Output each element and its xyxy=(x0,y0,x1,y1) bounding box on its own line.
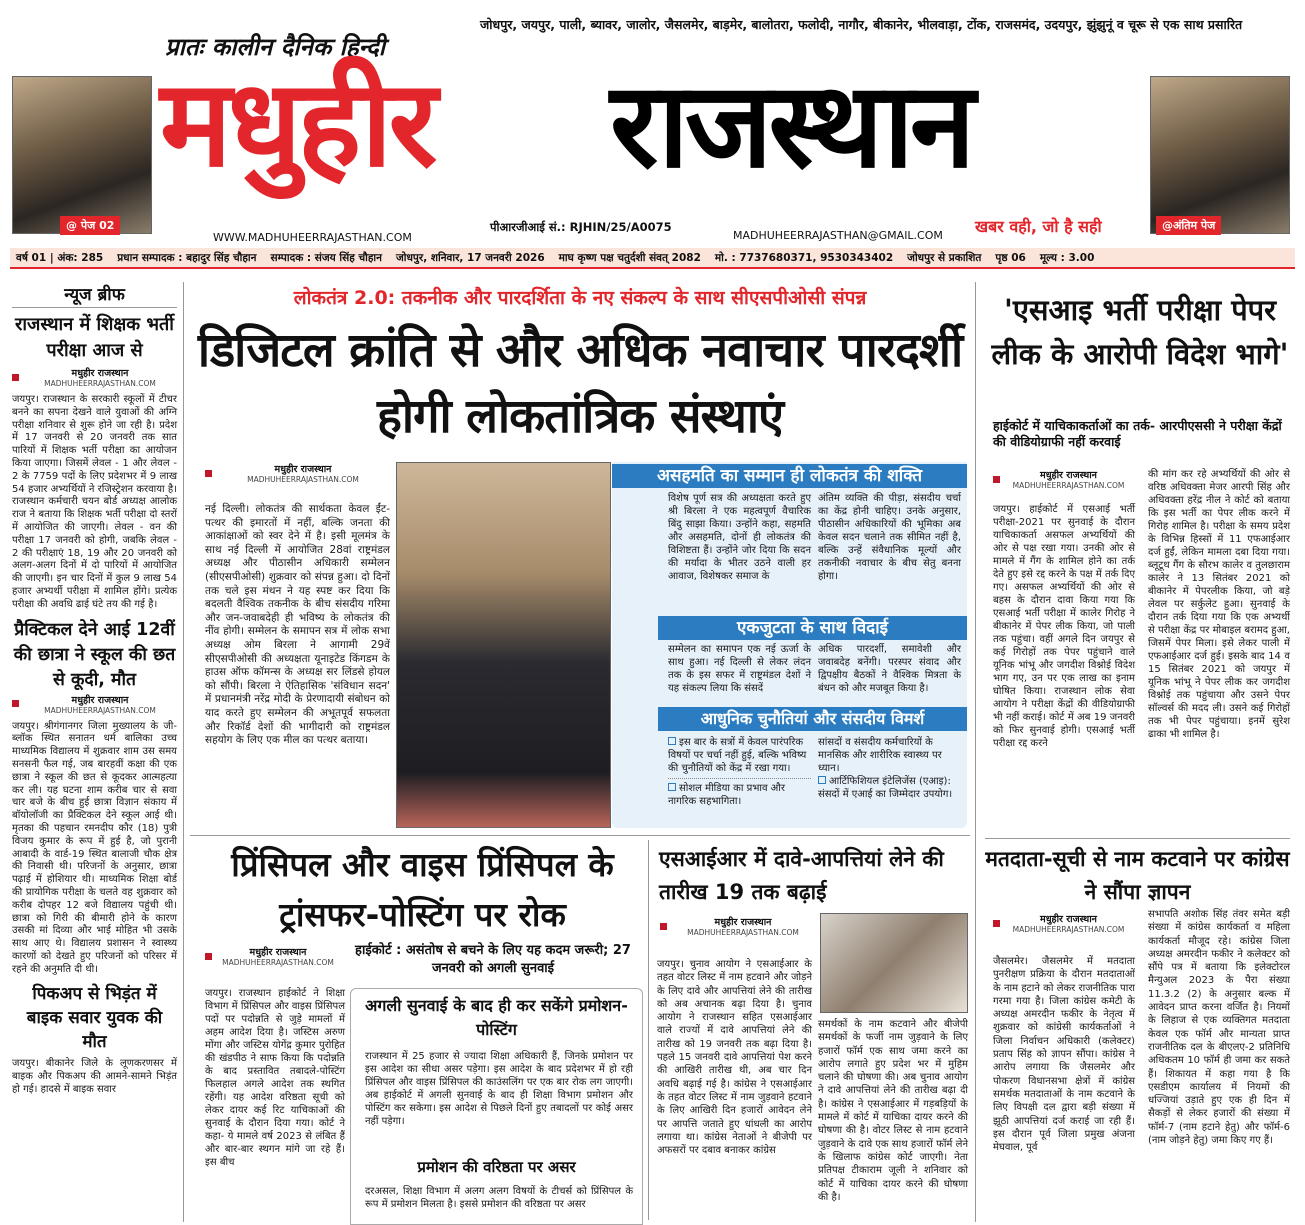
bullet-icon xyxy=(12,700,19,707)
masthead-tagline: प्रातः कालीन दैनिक हिन्दी xyxy=(165,32,385,61)
news-brief-label: न्यूज ब्रीफ xyxy=(12,282,177,308)
voter-list-col-2: सभापति अशोक सिंह तंवर समेत बड़ी संख्या में कांग्रेस कार्यकर्ता व महिला कार्यकर्ता मौजूद रहे। कांग्रेस जिला अध्यक्ष अमरदीन फकीर ने कलेक्टर को सौंपे पत्र में बताया कि इलेक्टोरल मैन्युअल 2023 के पैरा संख्या 11.3.2 (2) के अनुसार बल्क में आवेदन प्राप्त करना वर्जित है। नियमों के लिहाज से एक व्यक्तिगत मतदाता केवल एक फॉर्म और मान्यता प्राप्त राजनीतिक दल के बीएलए-2 प्रतिनिधि अधिकतम 10 फॉर्म ही जमा कर सकते हैं। शिकायत में कहा गया है कि एसडीएम कार्यालय में नियमों की धज्जियां उड़ाते हुए एक ही दिन में सैकड़ों से लेकर हजारों की संख्या में फॉर्म-7 (नाम हटाने हेतु) और फॉर्म-6 (नाम जोड़ने हेतु) जमा किए गए हैं। xyxy=(1148,909,1290,1147)
issue-date: जोधपुर, शनिवार, 17 जनवरी 2026 xyxy=(395,251,545,264)
byline-site: MADHUHEERRAJASTHAN.COM xyxy=(1012,925,1125,934)
principal-subhead: हाईकोर्ट : असंतोष से बचने के लिए यह कदम जरूरी; 27 जनवरी को अगली सुनवाई xyxy=(355,943,631,976)
byline: मधुहीर राजस्थान xyxy=(249,947,307,958)
byline-site: MADHUHEERRAJASTHAN.COM xyxy=(44,705,156,715)
slogan: खबर वही, जो है सही xyxy=(975,217,1102,236)
byline-site: MADHUHEERRAJASTHAN.COM xyxy=(222,958,334,967)
prgi-number: पीआरजीआई सं.: RJHIN/25/A0075 xyxy=(490,220,672,234)
bullet-icon xyxy=(660,923,667,930)
checkbox-icon xyxy=(668,783,676,791)
sir-headline: एसआईआर में दावे-आपत्तियां लेने की तारीख 19 तक बढ़ाई xyxy=(659,847,944,904)
box-2-title: एकजुटता के साथ विदाई xyxy=(658,616,967,640)
website-link[interactable]: WWW.MADHUHEERRAJASTHAN.COM xyxy=(213,231,412,244)
byline: मधुहीर राजस्थान xyxy=(274,464,332,475)
samvat: माघ कृष्ण पक्ष चतुर्दशी संवत् 2082 xyxy=(558,251,701,264)
brief-1-headline: राजस्थान में शिक्षक भर्ती परीक्षा आज से xyxy=(15,314,174,361)
brief-3-headline: पिकअप से भिड़ंत में बाइक सवार युवक की मौत xyxy=(26,984,163,1053)
voter-list-col-1: जैसलमेर। जैसलमेर में मतदाता पुनरीक्षण प्रक्रिया के दौरान मतदाताओं के नाम हटाने को लेकर राजनीतिक पारा गरमा गया है। जिला कांग्रेस कमेटी के अध्यक्ष अमरदीन फकीर के नेतृत्व में शुक्रवार को कांग्रेसी कार्यकर्ताओं ने जिला निर्वाचन अधिकारी (कलेक्टर) प्रताप सिंह को ज्ञापन सौंपा। कांग्रेस ने आरोप लगाया कि जैसलमेर और पोकरण विधानसभा क्षेत्रों में कांग्रेस समर्थक मतदाताओं के नाम कटवाने के लिए विपक्षी दल द्वारा बड़ी संख्या में झूठी आपत्तियां दर्ज कराई जा रही हैं। इस दौरान पूर्व जिला प्रमुख अंजना मेघवाल, पूर्व xyxy=(993,956,1135,1154)
byline: मधुहीर राजस्थान xyxy=(71,368,129,379)
page-number: पृष्ठ 06 xyxy=(995,251,1026,264)
byline-site: MADHUHEERRAJASTHAN.COM xyxy=(687,928,799,937)
principal-headline: प्रिंसिपल और वाइस प्रिंसिपल के ट्रांसफर-पोस्टिंग पर रोक xyxy=(231,845,614,934)
published-from: जोधपुर से प्रकाशित xyxy=(907,251,982,264)
brief-2-body: जयपुर। श्रीगंगानगर जिला मुख्यालय के जी-ब्लॉक स्थित सनातन धर्म बालिका उच्च माध्यमिक विद्यालय में शुक्रवार शाम उस समय सनसनी फैल गई, जब बारहवीं कक्षा की एक छात्रा ने स्कूल की छत से कूदकर आत्महत्या कर ली। यह घटना शाम करीब चार से सवा चार बजे के बीच हुई छात्रा विज्ञान संकाय में बॉयोलॉजी का प्रैक्टिकल देने स्कूल आई थी। मृतका की पहचान रमनदीप कौर (18) पुत्री विजय कुमार के रूप में हुई है, जो पुरानी आबादी के वार्ड-19 स्थित बालाजी चौक क्षेत्र की निवासी थी। परिजनों के अनुसार, छात्रा पढ़ाई में होशियार थी। माध्यमिक शिक्षा बोर्ड की प्रायोगिक परीक्षा के चलते वह शुक्रवार को करीब दोपहर 12 बजे विद्यालय पहुंची थी। छात्रा को गिरी की बीमारी होने के कारण उसकी मां दिव्या और भाई मोहित भी उसके साथ आए थे। विद्यालय प्रशासन ने स्वास्थ्य कारणों को देखते हुए परिजनों को परिसर में रहने की अनुमति दी थी। xyxy=(12,720,177,975)
principal-box-subtitle: प्रमोशन की वरिष्ठता पर असर xyxy=(417,1158,576,1176)
byline: मधुहीर राजस्थान xyxy=(1040,470,1097,481)
brief-3-body: जयपुर। बीकानेर जिले के लूणकरणसर में बाइक और पिकअप की आमने-सामने भिड़ंत हो गई। हादसे में बाइक सवार xyxy=(12,1058,177,1096)
bullet-icon xyxy=(205,953,212,960)
bullet-icon xyxy=(993,920,1000,927)
box-1-title: असहमति का सम्मान ही लोकतंत्र की शक्ति xyxy=(612,464,967,488)
left-promo-photo[interactable] xyxy=(12,76,152,234)
lead-photo-om-birla[interactable] xyxy=(396,462,611,828)
box-2-col-1: सम्मेलन का समापन एक नई ऊर्जा के साथ हुआ। नई दिल्ली से लेकर लंदन तक के इस सफर में राष्ट्रमंडल देशों ने यह संकल्प लिया कि संसदें xyxy=(668,644,811,694)
voter-list-headline: मतदाता-सूची से नाम कटवाने पर कांग्रेस ने सौंपा ज्ञापन xyxy=(985,847,1290,904)
masthead-name-red: मधुहीर xyxy=(160,55,434,194)
right-promo-photo[interactable] xyxy=(1150,76,1290,234)
checkbox-icon xyxy=(668,737,676,745)
bullet-icon xyxy=(993,476,1000,483)
checkbox-icon xyxy=(818,776,826,784)
lead-headline: डिजिटल क्रांति से और अधिक नवाचार पारदर्शी होगी लोकतांत्रिक संस्थाएं xyxy=(197,323,963,444)
si-exam-col-1: जयपुर। हाईकोर्ट में एसआई भर्ती परीक्षा-2021 पर सुनवाई के दौरान याचिकाकर्ता असफल अभ्यर्थियों की ओर से पक्ष रखा गया। उनकी ओर से मामले में गैंग के शामिल होने का तर्क देते हुए इसे रद्द करने के पक्ष में तर्क दिए गए। असफल अभ्यर्थियों की ओर से बहस के दौरान दावा किया गया कि एसआई भर्ती परीक्षा में कालेर गिरोह ने बीकानेर में पेपर लीक किया, जो पाली तक पहुंचा। वहीं अगले दिन जयपुर से कई गिरोहों तक पेपर पहुंचाने वाले यूनिक भांभू और जगदीश विश्नोई विदेश भाग गए, उन पर एक लाख का इनाम घोषित किया। राजस्थान लोक सेवा आयोग ने परीक्षा केंद्रों की वीडियोग्राफी भी नहीं कराई। कोर्ट में अब 19 जनवरी को फिर सुनवाई होगी। एसआई भर्ती परीक्षा रद्द करने xyxy=(993,504,1135,749)
bullet-icon xyxy=(205,470,212,477)
issue-number: वर्ष 01 | अंक: 285 xyxy=(16,251,104,264)
box-3-item: इस बार के सत्रों में केवल पारंपरिक विषयों पर चर्चा नहीं हुई, बल्कि भविष्य की चुनौतियों को केंद्र में रखा गया। xyxy=(668,737,807,774)
chief-editor: प्रधान सम्पादक : बहादुर सिंह चौहान xyxy=(117,251,257,264)
byline-site: MADHUHEERRAJASTHAN.COM xyxy=(247,475,359,484)
si-exam-subhead: हाईकोर्ट में याचिकाकर्ताओं का तर्क- आरपीएससी ने परीक्षा केंद्रों की वीडियोग्राफी नहीं करवाई xyxy=(993,418,1282,449)
left-column xyxy=(12,282,177,1097)
si-exam-headline: 'एसआइ भर्ती परीक्षा पेपर लीक के आरोपी विदेश भागे' xyxy=(991,293,1289,371)
brief-1-body: जयपुर। राजस्थान के सरकारी स्कूलों में टीचर बनने का सपना देखने वाले युवाओं की अग्नि परीक्षा शनिवार से शुरू होने जा रही है। प्रदेश में 17 जनवरी से 20 जनवरी तक सात पारियों में शिक्षक भर्ती परीक्षा का आयोजन किया जाएगा। जिसमें लेवल - 1 और लेवल - 2 के 7759 पदों के लिए प्रदेशभर में 9 लाख 54 हजार अभ्यर्थियों ने रजिस्ट्रेशन करवाया है। राजस्थान कर्मचारी चयन बोर्ड अध्यक्ष आलोक राज ने बताया कि शिक्षक भर्ती परीक्षा दो स्तरों में आयोजित की जाएगी। लेवल - वन की परीक्षा 17 जनवरी को होगी, जबकि लेवल - 2 की परीक्षाएं 18, 19 और 20 जनवरी को अलग-अलग दिनों में दो पारियों में आयोजित की जाएगी। इन चार दिनों में कुल 9 लाख 54 हजार अभ्यर्थी परीक्षा में शामिल होंगे। प्रत्येक परीक्षा की अवधि ढाई घंटे तय की गई है। xyxy=(12,394,177,610)
info-bar xyxy=(10,248,1295,269)
phone: मो. : 7737680371, 9530343402 xyxy=(714,251,894,264)
box-2-col-2: अधिक पारदर्शी, समावेशी और जवाबदेह बनेंगी। परस्पर संवाद और द्विपक्षीय बैठकों ने वैश्विक मित्रता के बंधन को और मजबूत किया है। xyxy=(818,644,961,694)
price: मूल्य : 3.00 xyxy=(1039,251,1095,264)
byline-site: MADHUHEERRAJASTHAN.COM xyxy=(1012,481,1125,490)
box-1-col-1: विशेष पूर्ण सत्र की अध्यक्षता करते हुए श्री बिरला ने एक महत्वपूर्ण वैचारिक बिंदु साझा किया। उन्होंने कहा, सहमति और असहमति, दोनों ही लोकतंत्र की विशिष्टता हैं। उन्होंने जोर दिया कि सदन की मर्यादा के भीतर उठने वाली हर आवाज, विशेषकर समाज के xyxy=(668,493,811,582)
sir-body-2: समर्थकों के नाम कटवाने और बीजेपी समर्थकों के फर्जी नाम जुड़वाने के लिए हजारों फॉर्म एक साथ जमा करने का आरोप लगाते हुए प्रदेश भर में मुहिम चलाने की घोषणा की। अब चुनाव आयोग ने दावे आपत्तियां लेने की तारीख बढ़ा दी है। कांग्रेस ने एसआईआर में गड़बड़ियों के मामले में कोर्ट में याचिका दायर करने की घोषणा की है। वोटर लिस्ट से नाम हटवाने जुड़वाने के दावे एक साथ हजारों फॉर्म लेने के खिलाफ कांग्रेस कोर्ट जाएगी। नेता प्रतिपक्ष टीकाराम जूली ने शनिवार को कोर्ट में याचिका दायर करने की घोषणा की है। xyxy=(818,1019,968,1203)
si-exam-col-2: की मांग कर रहे अभ्यर्थियों की ओर से वरिष्ठ अधिवक्ता मेजर आरपी सिंह और अधिवक्ता हरेंद्र नील ने कोर्ट को बताया कि इस भर्ती का पेपर लीक करने में गिरोह शामिल है। परीक्षा के समय प्रदेश के विभिन्न हिस्सों में 11 एफआईआर दर्ज हुईं, लेकिन मामला दबा दिया गया। ब्लूटूथ गैंग के सौरभ कालेर व तुलछाराम कालेर ने 13 सितंबर 2021 को बीकानेर में पेपरलीक किया, जो बड़े लेवल पर सर्कुलेट हुआ। सुनवाई के दौरान तर्क दिया गया कि एक अभ्यर्थी से परीक्षा केंद्र पर मोबाइल बरामद हुआ, जिसमें पेपर मिला। इसे लेकर पाली में एफआईआर दर्ज हुई। इसके बाद 14 व 15 सितंबर 2021 को जयपुर में यूनिक भांभू ने पेपर लीक कर जगदीश विश्नोई तक पहुंचाया और उसने पेपर सॉल्वर्स की मदद ली। उसने कई गिरोहों तक भी पेपर पहुंचाया। इनमें सुरेश ढाका भी शामिल है। xyxy=(1148,469,1290,740)
byline: मधुहीर राजस्थान xyxy=(1040,914,1097,925)
lead-kicker: लोकतंत्र 2.0: तकनीक और पारदर्शिता के नए संकल्प के साथ सीएसपीओसी संपन्न xyxy=(293,287,867,309)
byline-site: MADHUHEERRAJASTHAN.COM xyxy=(44,379,156,388)
box-1-col-2: अंतिम व्यक्ति की पीड़ा, संसदीय चर्चा का केंद्र होनी चाहिए। उनके अनुसार, पीठासीन अधिकारियों की भूमिका अब केवल सदन चलाने तक सीमित नहीं है, बल्कि उन्हें संवैधानिक मूल्यों और तकनीकी नवाचार के बीच सेतु बनना होगा। xyxy=(818,493,961,582)
masthead-name-black: राजस्थान xyxy=(610,56,972,194)
box-3-title: आधुनिक चुनौतियां और संसदीय विमर्श xyxy=(658,707,967,731)
box-3-item: आर्टिफिशियल इंटेलिजेंस (एआइ): संसदों में एआई का जिम्मेदार उपयोग। xyxy=(818,776,953,800)
sir-photo[interactable] xyxy=(820,913,968,1013)
byline: मधुहीर राजस्थान xyxy=(71,694,129,706)
principal-body: जयपुर। राजस्थान हाईकोर्ट ने शिक्षा विभाग में प्रिंसिपल और वाइस प्रिंसिपल पदों पर पदोन्नति से जुड़े मामलों में अहम आदेश दिया है। जस्टिस अरुण मोंगा और जस्टिस योगेंद्र कुमार पुरोहित की खंडपीठ ने साफ किया कि पदोन्नति के बाद प्रस्तावित तबादले-पोस्टिंग फिलहाल अगले आदेश तक स्थगित रहेंगी। यह आदेश वरिष्ठता सूची को लेकर दायर कई रिट याचिकाओं की सुनवाई के दौरान दिया गया। कोर्ट ने कहा- ये मामले वर्ष 2023 से लंबित हैं और बार-बार स्थगन मांगे जा रहे हैं। इस बीच xyxy=(205,988,345,1168)
byline: मधुहीर राजस्थान xyxy=(714,917,772,928)
principal-box-body-2: दरअसल, शिक्षा विभाग में अलग अलग विषयों के टीचर्स को प्रिंसिपल के रूप में प्रमोशन मिलता है। इससे प्रमोशन की वरिष्ठता पर असर xyxy=(365,1186,633,1210)
editor: सम्पादक : संजय सिंह चौहान xyxy=(270,251,382,264)
principal-box-body: राजस्थान में 25 हजार से ज्यादा शिक्षा अधिकारी हैं, जिनके प्रमोशन पर इस आदेश का सीधा असर पड़ेगा। इस आदेश के बाद प्रदेशभर में हो रही प्रिंसिपल और वाइस प्रिंसिपल की काउंसलिंग पर एक बार रोक लग जाएगी। अब हाईकोर्ट में अगली सुनवाई के बाद ही शिक्षा विभाग प्रमोशन और पोस्टिंग कर सकेगा। इस आदेश से पिछले दिनों हुए तबादलों पर कोई असर नहीं पड़ेगा। xyxy=(365,1051,633,1127)
masthead-cities: जोधपुर, जयपुर, पाली, ब्यावर, जालोर, जैसलमेर, बाड़मेर, बालोतरा, फलोदी, नागौर, बीकानेर, भीलवाड़ा, टोंक, राजसमंद, उदयपुर, झुंझुनूं व चूरू से एक साथ प्रसारित xyxy=(480,17,1243,32)
brief-2-headline: प्रैक्टिकल देने आई 12वीं की छात्रा ने स्कूल की छत से कूदी, मौत xyxy=(13,619,176,690)
lead-body: नई दिल्ली। लोकतंत्र की सार्थकता केवल ईंट-पत्थर की इमारतों में नहीं, बल्कि जनता की आकांक्षाओं को स्वर देने में है। इसी मूलमंत्र के साथ नई दिल्ली में आयोजित 28वां राष्ट्रमंडल अध्यक्ष और पीठासीन अधिकारी सम्मेलन (सीएसपीओसी) शुक्रवार को संपन्न हुआ। दो दिनों तक चले इस मंथन ने यह स्पष्ट कर दिया कि बदलती वैश्विक तकनीक के बीच संसदीय गरिमा और जन-जवाबदेही ही भविष्य के लोकतंत्र की नींव होगी। सम्मेलन के समापन सत्र में लोक सभा अध्यक्ष ओम बिरला ने आगामी 29वें सीएसपीओसी की अध्यक्षता यूनाइटेड किंगडम के हाउस ऑफ कॉमन्स के अध्यक्ष सर लिंडसे होयल को सौंपी। बिरला ने ऐतिहासिक 'संविधान सदन' में प्रधानमंत्री नरेंद्र मोदी के प्रेरणादायी संबोधन को याद करते हुए सम्मेलन की अभूतपूर्व सफलता और रिकॉर्ड देशों की भागीदारी को राष्ट्रमंडल सहयोग के लिए एक मील का पत्थर बताया। xyxy=(205,503,390,747)
bullet-icon xyxy=(12,374,19,381)
box-3-item: सांसदों व संसदीय कर्मचारियों के मानसिक और शारीरिक स्वास्थ्य पर ध्यान। xyxy=(818,737,942,774)
right-promo-tag[interactable]: @अंतिम पेज xyxy=(1156,216,1221,235)
sir-body-1: जयपुर। चुनाव आयोग ने एसआईआर के तहत वोटर लिस्ट में नाम हटवाने और जोड़ने के लिए दावे और आपत्तियां लेने की तारीख को अब अचानक बढ़ा दिया है। चुनाव आयोग ने राजस्थान सहित एसआईआर वाले राज्यों में दावे आपत्तियां लेने की तारीख को 19 जनवरी तक बढ़ा दिया है। पहले 15 जनवरी दावे आपत्तियां पेश करने की आखिरी तारीख थी, अब चार दिन अवधि बढ़ाई गई है। कांग्रेस ने एसआईआर के तहत वोटर लिस्ट में नाम जुड़वाने हटवाने के लिए आखिरी दिन हजारों आवेदन लेने पर आपत्ति जताते हुए धांधली का आरोप लगाया था। कांग्रेस नेताओं ने बीजेपी पर अफसरों पर दबाव बनाकर कांग्रेस xyxy=(657,959,812,1157)
left-promo-tag[interactable]: @ पेज 02 xyxy=(60,216,120,235)
box-3-item: सोशल मीडिया का प्रभाव और नागरिक सहभागिता। xyxy=(668,778,811,808)
principal-box-title: अगली सुनवाई के बाद ही कर सकेंगे प्रमोशन-पोस्टिंग xyxy=(365,996,628,1039)
email-link[interactable]: MADHUHEERRAJASTHAN@GMAIL.COM xyxy=(733,229,943,242)
